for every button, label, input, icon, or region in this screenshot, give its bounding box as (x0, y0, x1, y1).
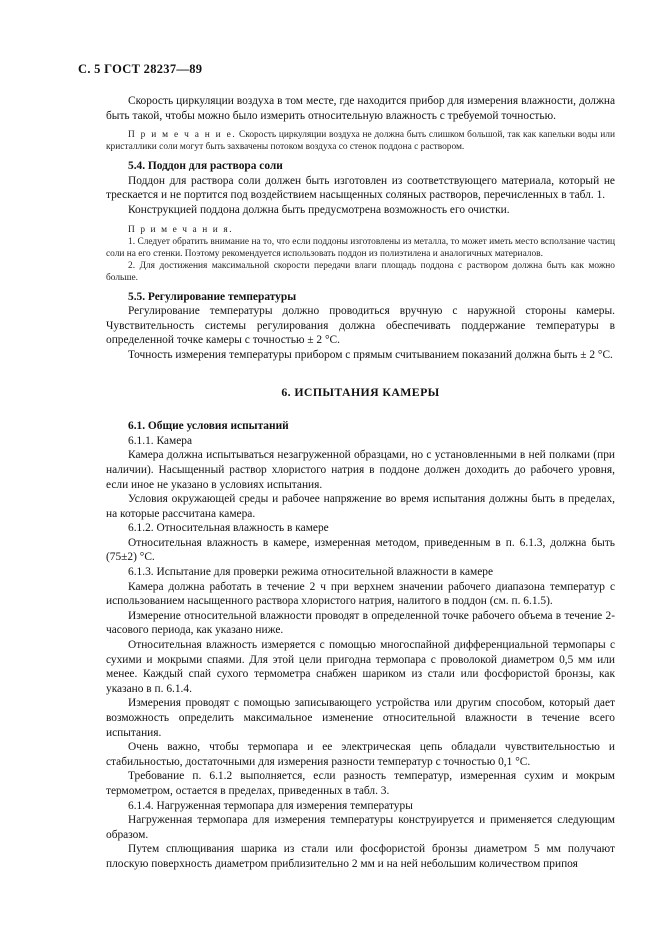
document-body (106, 94, 615, 872)
section-heading-5-5: 5.5. Регулирование температуры (128, 290, 297, 303)
paragraph: Измерения проводят с помощью записывающего устройства или другим способом, который дает возможность определить максимальное изменение относительной влажности в течение всего испытания. (106, 697, 615, 739)
paragraph: Камера должна испытываться незагруженной образцами, но с установленными в ней полками (при наличии). Насыщенный раствор хлористого натрия в поддоне должен доходить до рабочего уровня, если иное не указано в условиях испытания. (106, 449, 615, 491)
page-header: С. 5 ГОСТ 28237—89 (78, 62, 203, 76)
paragraph: Регулирование температуры должно проводиться вручную с наружной стороны камеры. Чувствительность системы регулирования должна обеспечивать поддержание температуры в определенной точке камеры с точностью ± 2 °С. (106, 305, 615, 347)
paragraph: Точность измерения температуры прибором с прямым считыванием показаний должна быть ± 2 °С. (128, 348, 613, 361)
note-item: 1. Следует обратить внимание на то, что если поддоны изготовлены из металла, то может иметь место всползание частиц соли на его стенки. Поэтому рекомендуется использовать поддон из полиэтилена и аналогичных материалов. (106, 236, 615, 259)
section-heading-5-4: 5.4. Поддон для раствора соли (128, 160, 283, 173)
paragraph: Очень важно, чтобы термопара и ее электрическая цепь обладали чувствительностью и стабильностью, достаточными для измерения разности температур с точностью 0,1 °С. (106, 741, 615, 768)
notes-label: П р и м е ч а н и я. (128, 224, 234, 235)
chapter-heading-6: 6. ИСПЫТАНИЯ КАМЕРЫ (281, 384, 440, 399)
paragraph: Условия окружающей среды и рабочее напряжение во время испытания должны быть в пределах, на которые рассчитана камера. (106, 493, 615, 520)
note-label: П р и м е ч а н и е. (128, 130, 237, 141)
subsection-heading-6-1-3: 6.1.3. Испытание для проверки режима относительной влажности в камере (128, 566, 494, 579)
paragraph: Нагруженная термопара для измерения температуры конструируется и применяется следующим образом. (106, 814, 615, 841)
section-heading-6-1: 6.1. Общие условия испытаний (128, 420, 289, 433)
note-item: 2. Для достижения максимальной скорости передачи влаги площадь поддона с раствором должна быть как можно больше. (106, 260, 615, 283)
paragraph: Требование п. 6.1.2 выполняется, если разность температур, измеренная сухим и мокрым термометром, остается в пределах, приведенных в табл. 3. (106, 770, 615, 797)
note-text: Скорость циркуляции воздуха не должна быть слишком большой, так как капельки воды или кристаллики соли могут быть захвачены потоком воздуха со стенок поддона с раствором. (106, 130, 616, 153)
subsection-heading-6-1-4: 6.1.4. Нагруженная термопара для измерения температуры (128, 799, 413, 812)
paragraph: Камера должна работать в течение 2 ч при верхнем значении рабочего диапазона температур с использованием насыщенного раствора хлористого натрия, налитого в поддон (см. п. 6.1.5). (106, 580, 615, 608)
subsection-heading-6-1-2: 6.1.2. Относительная влажность в камере (128, 522, 329, 535)
paragraph: Относительная влажность измеряется с помощью многоспайной дифференциальной термопары с сухими и мокрыми спаями. Для этой цели пригодна термопара с проволокой диаметром 0,5 мм или менее. Каждый спай сухого термометра снабжен шариком из стали или фосфористой бронзы, как указано в п. 6.1.4. (106, 639, 615, 695)
paragraph: Путем сплющивания шарика из стали или фосфористой бронзы диаметром 5 мм получают плоскую поверхность диаметром приблизительно 2 мм и на ней небольшим количеством припоя (106, 843, 615, 870)
paragraph: Скорость циркуляции воздуха в том месте, где находится прибор для измерения влажности, должна быть такой, чтобы можно было измерить относительную влажность с требуемой точностью. (106, 95, 615, 122)
subsection-heading-6-1-1: 6.1.1. Камера (128, 434, 192, 447)
paragraph: Поддон для раствора соли должен быть изготовлен из соответствующего материала, который не трескается и не портится под воздействием насыщенных соляных растворов, перечисленных в табл. 1. (106, 174, 615, 202)
paragraph: Конструкцией поддона должна быть предусмотрена возможность его очистки. (128, 203, 510, 216)
paragraph: Измерение относительной влажности проводят в определенной точке рабочего объема в течение 2-часового периода, как указано ниже. (106, 609, 615, 637)
paragraph: Относительная влажность в камере, измеренная методом, приведенным в п. 6.1.3, должна быть (75±2) °С. (106, 536, 615, 564)
note (106, 129, 615, 153)
